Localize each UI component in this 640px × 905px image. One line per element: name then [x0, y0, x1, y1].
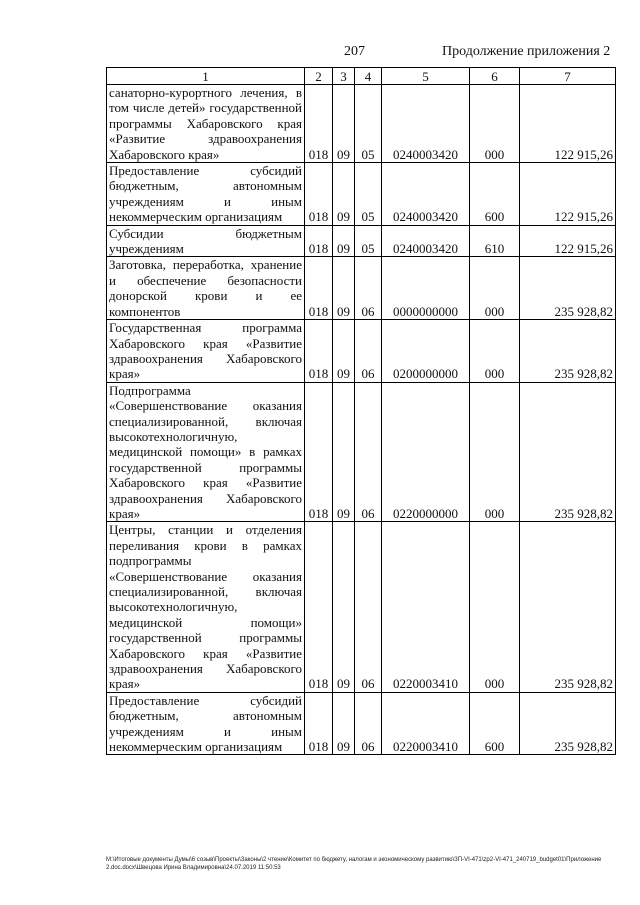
- item-name: Подпрограмма «Совершенствование оказания специализированной, включая высокотехнологичную, медицинской помощи» в рамках государственной программы Хабаровского края «Развитие здравоохранения Хабаровского края»: [107, 382, 305, 522]
- subsection-code: 05: [355, 163, 382, 226]
- section-code: 09: [333, 225, 355, 257]
- expense-type-code: 610: [470, 225, 520, 257]
- amount: 122 915,26: [520, 225, 616, 257]
- admin-code: 018: [305, 382, 333, 522]
- item-name: Субсидии бюджетным учреждениям: [107, 225, 305, 257]
- admin-code: 018: [305, 320, 333, 383]
- admin-code: 018: [305, 225, 333, 257]
- target-code: 0220000000: [382, 382, 470, 522]
- subsection-code: 06: [355, 320, 382, 383]
- table-row: [107, 382, 616, 522]
- table-row: [107, 692, 616, 755]
- subsection-code: 06: [355, 522, 382, 692]
- budget-table: [106, 67, 616, 755]
- subsection-code: 05: [355, 225, 382, 257]
- table-row: [107, 85, 616, 163]
- section-code: 09: [333, 163, 355, 226]
- amount: 235 928,82: [520, 382, 616, 522]
- target-code: 0000000000: [382, 257, 470, 320]
- expense-type-code: 600: [470, 692, 520, 755]
- subsection-code: 06: [355, 382, 382, 522]
- expense-type-code: 600: [470, 163, 520, 226]
- table-row: [107, 522, 616, 692]
- table-row: [107, 163, 616, 226]
- item-name: Государственная программа Хабаровского края «Развитие здравоохранения Хабаровского края»: [107, 320, 305, 383]
- subsection-code: 06: [355, 692, 382, 755]
- page-number: 207: [344, 44, 365, 59]
- item-name: Центры, станции и отделения переливания крови в рамках подпрограммы «Совершенствование оказания специализированной, включая высокотехнологичную, медицинской помощи» государственной программы Хабаровского края «Развитие здравоохранения Хабаровского края»: [107, 522, 305, 692]
- item-name: Предоставление субсидий бюджетным, автономным учреждениям и иным некоммерческим организациям: [107, 163, 305, 226]
- continuation-note: Продолжение приложения 2: [442, 44, 611, 59]
- subsection-code: 06: [355, 257, 382, 320]
- expense-type-code: 000: [470, 522, 520, 692]
- column-header: 5: [382, 68, 470, 85]
- admin-code: 018: [305, 85, 333, 163]
- amount: 235 928,82: [520, 522, 616, 692]
- target-code: 0220003410: [382, 522, 470, 692]
- amount: 122 915,26: [520, 85, 616, 163]
- amount: 235 928,82: [520, 320, 616, 383]
- amount: 235 928,82: [520, 692, 616, 755]
- subsection-code: 05: [355, 85, 382, 163]
- target-code: 0240003420: [382, 85, 470, 163]
- target-code: 0220003410: [382, 692, 470, 755]
- section-code: 09: [333, 382, 355, 522]
- column-header: 4: [355, 68, 382, 85]
- expense-type-code: 000: [470, 382, 520, 522]
- item-name: Предоставление субсидий бюджетным, автономным учреждениям и иным некоммерческим организациям: [107, 692, 305, 755]
- column-header: 2: [305, 68, 333, 85]
- admin-code: 018: [305, 692, 333, 755]
- target-code: 0240003420: [382, 163, 470, 226]
- table-row: [107, 225, 616, 257]
- expense-type-code: 000: [470, 85, 520, 163]
- admin-code: 018: [305, 522, 333, 692]
- amount: 122 915,26: [520, 163, 616, 226]
- admin-code: 018: [305, 163, 333, 226]
- table-row: [107, 320, 616, 383]
- section-code: 09: [333, 522, 355, 692]
- section-code: 09: [333, 692, 355, 755]
- target-code: 0200000000: [382, 320, 470, 383]
- section-code: 09: [333, 320, 355, 383]
- column-header: 6: [470, 68, 520, 85]
- column-header: 7: [520, 68, 616, 85]
- item-name: Заготовка, переработка, хранение и обеспечение безопасности донорской крови и ее компонентов: [107, 257, 305, 320]
- document-path-footer: M:\Итоговые документы Думы\6 созыв\Проекты\Законы\2 чтение\Комитет по бюджету, налогам и экономическому развитию\ЗП-VI-471\zp2-VI-471_240719_budget01\Приложение 2.doc.docx\Швецова Ирина Владимировна\24.07.2019 11:50:53: [106, 857, 602, 871]
- expense-type-code: 000: [470, 320, 520, 383]
- column-header: 3: [333, 68, 355, 85]
- admin-code: 018: [305, 257, 333, 320]
- expense-type-code: 000: [470, 257, 520, 320]
- item-name: санаторно-курортного лечения, в том числе детей» государственной программы Хабаровского края «Развитие здравоохранения Хабаровского края»: [107, 85, 305, 163]
- section-code: 09: [333, 85, 355, 163]
- column-number-row: [107, 68, 616, 85]
- amount: 235 928,82: [520, 257, 616, 320]
- section-code: 09: [333, 257, 355, 320]
- target-code: 0240003420: [382, 225, 470, 257]
- table-row: [107, 257, 616, 320]
- column-header: 1: [107, 68, 305, 85]
